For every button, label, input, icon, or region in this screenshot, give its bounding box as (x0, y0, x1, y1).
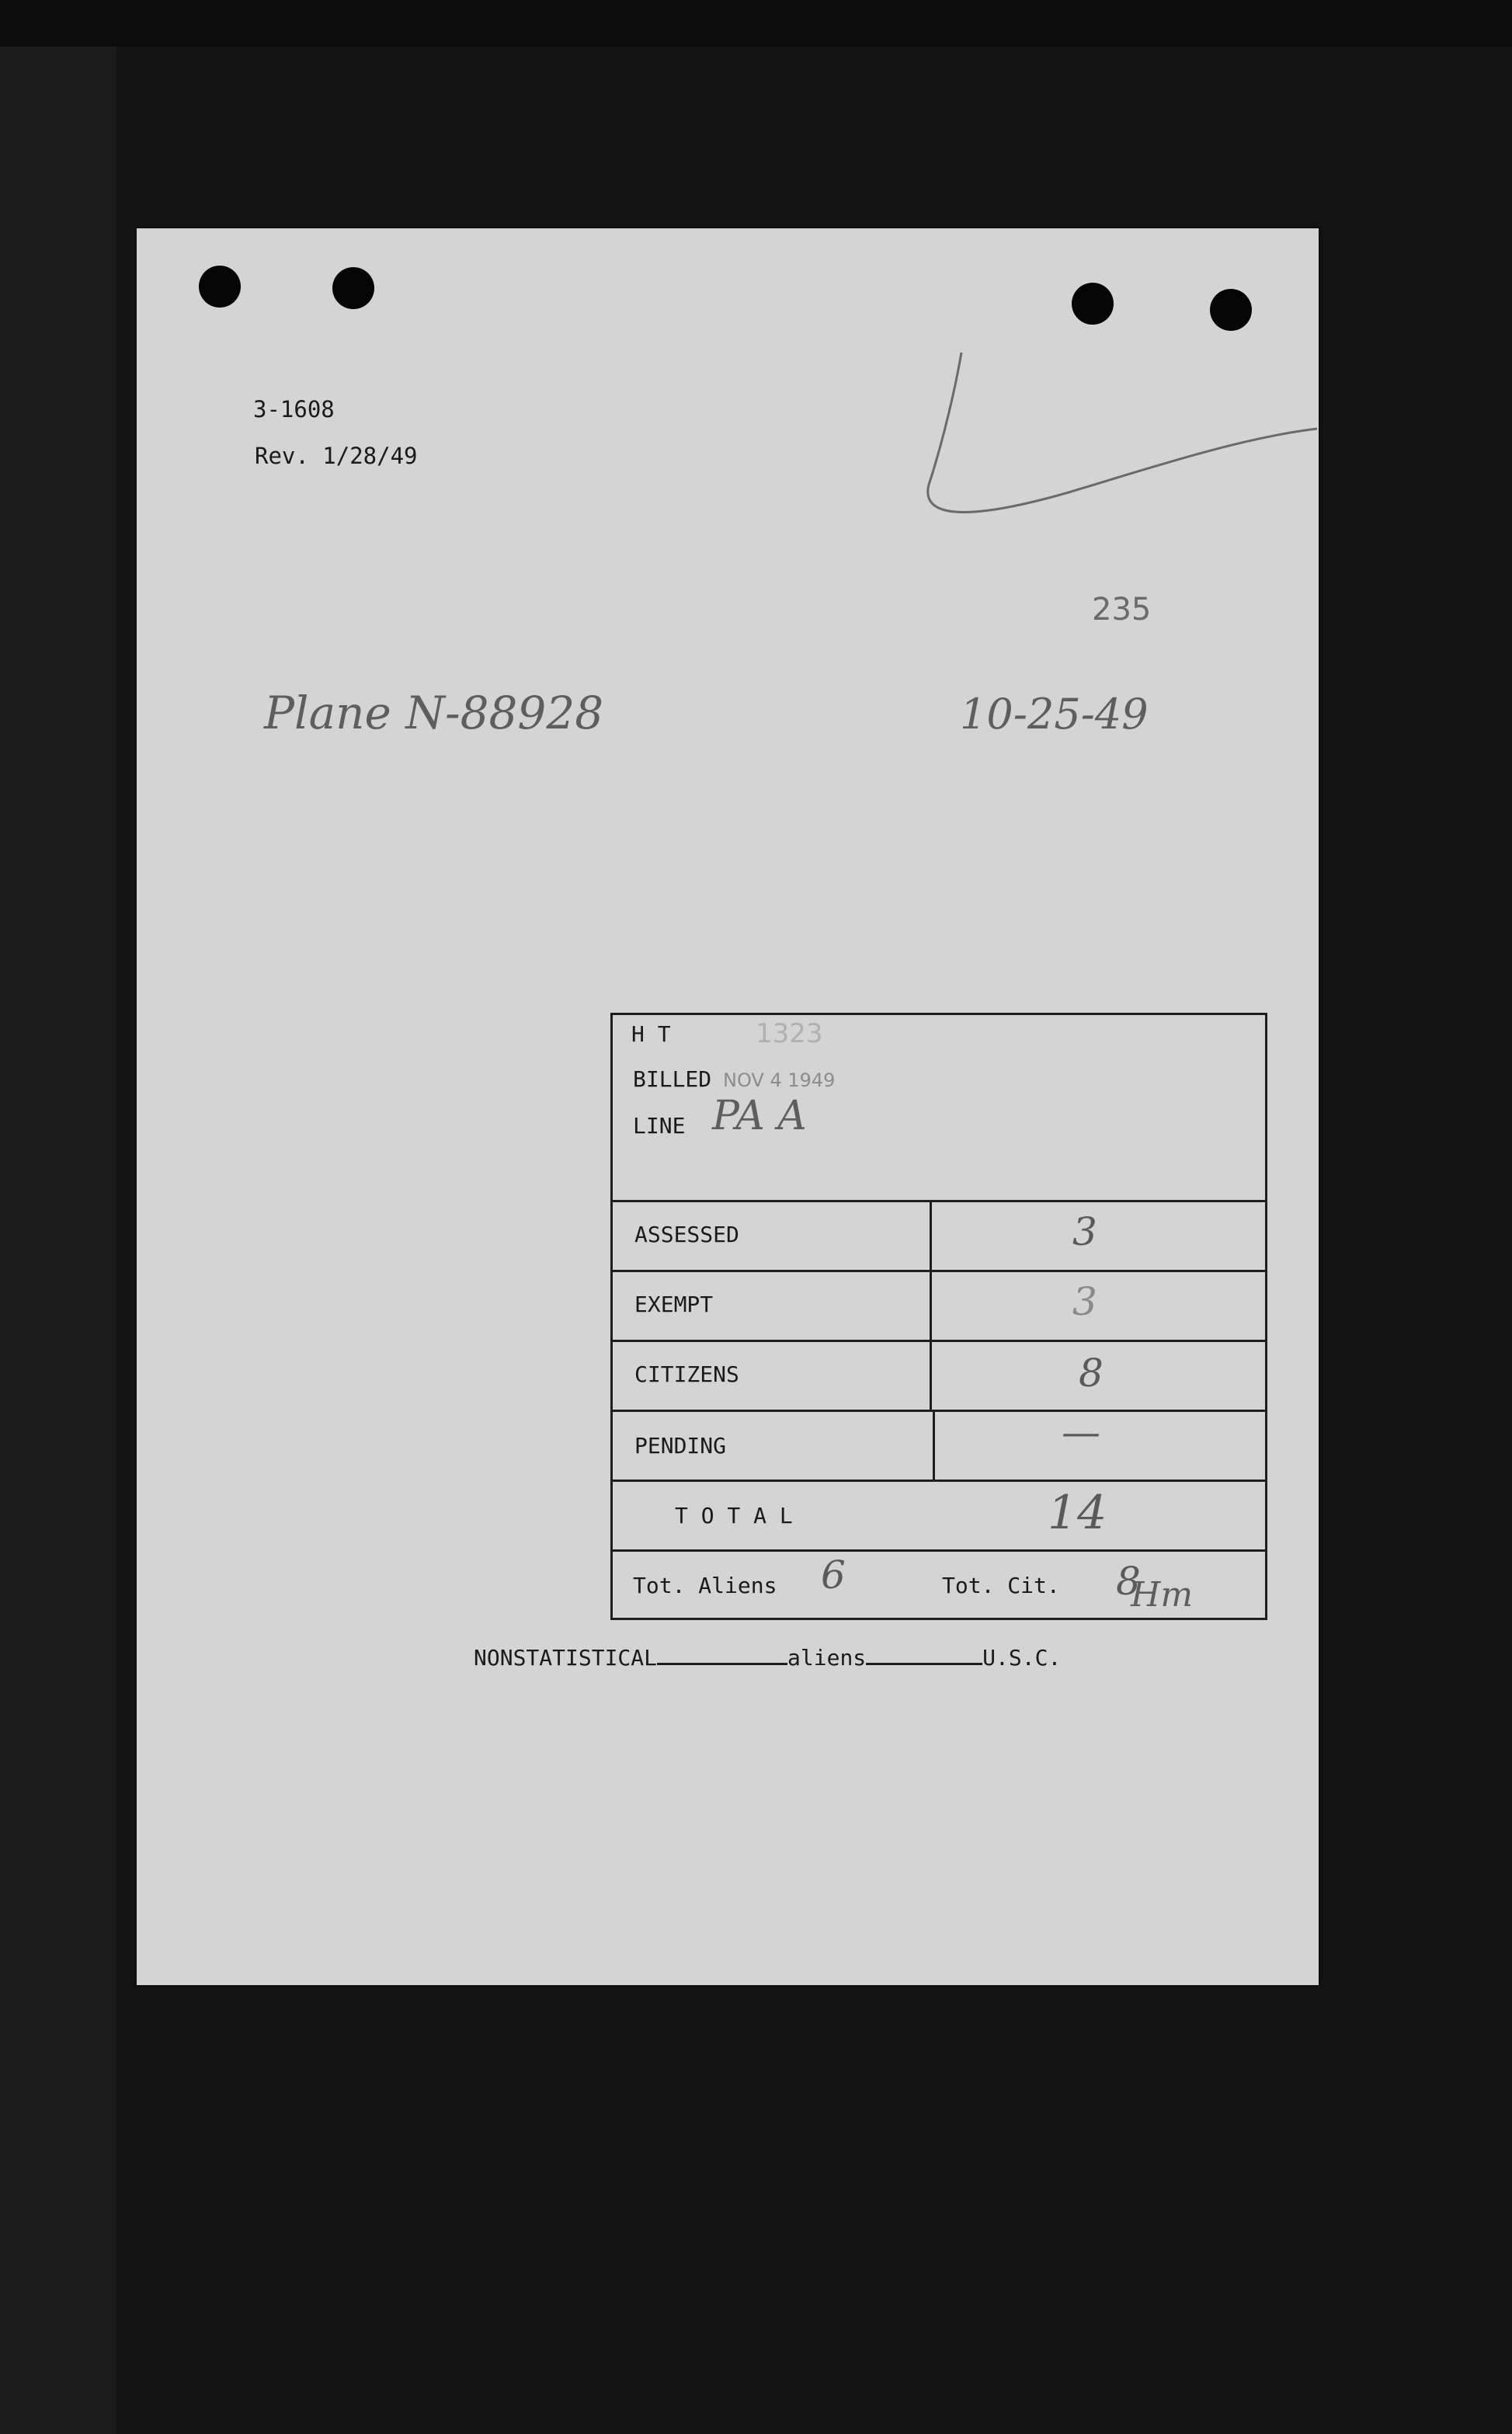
punch-hole (1210, 289, 1252, 331)
billed-label: BILLED (633, 1066, 712, 1092)
blank-field (866, 1660, 982, 1665)
form-number: 3-1608 (253, 396, 335, 422)
ht-label: H T (631, 1021, 671, 1047)
tot-aliens-value: 6 (821, 1553, 846, 1598)
tot-aliens-label: Tot. Aliens (633, 1573, 777, 1598)
column-divider (933, 1410, 935, 1480)
check-mark-stroke (913, 345, 1319, 531)
handwritten-plane: Plane N-88928 (264, 687, 604, 739)
punch-hole (199, 266, 241, 308)
rule (613, 1200, 1265, 1202)
handwritten-initials: Hm (1131, 1575, 1194, 1615)
handwritten-date: 10-25-49 (960, 690, 1149, 739)
ht-stamp: 1323 (756, 1018, 823, 1049)
aliens-label: aliens (787, 1645, 867, 1671)
scan-background-top (0, 0, 1512, 47)
billed-stamp: NOV 4 1949 (723, 1069, 836, 1091)
column-divider (930, 1200, 932, 1410)
assessed-value: 3 (1072, 1209, 1097, 1254)
assessed-label: ASSESSED (634, 1222, 739, 1247)
punch-hole (332, 267, 374, 309)
rule (613, 1480, 1265, 1482)
rule (613, 1270, 1265, 1272)
nonstatistical-line (474, 1645, 1061, 1671)
tot-cit-value: 8 (1116, 1559, 1141, 1604)
usc-label: U.S.C. (982, 1645, 1062, 1671)
citizens-label: CITIZENS (634, 1361, 739, 1387)
rule (613, 1410, 1265, 1412)
scan-background-left (0, 0, 116, 2434)
nonstatistical-label: NONSTATISTICAL (474, 1645, 658, 1671)
page-number: 235 (1092, 592, 1152, 628)
line-label: LINE (633, 1113, 686, 1139)
pending-label: PENDING (634, 1433, 727, 1459)
passenger-count-form (610, 1013, 1267, 1620)
tot-cit-label: Tot. Cit. (942, 1573, 1060, 1598)
form-revision: Rev. 1/28/49 (255, 443, 418, 469)
total-value: 14 (1048, 1486, 1107, 1540)
rule (613, 1549, 1265, 1552)
total-label: T O T A L (675, 1503, 793, 1528)
citizens-value: 8 (1079, 1351, 1104, 1396)
line-value: PA A (712, 1093, 807, 1139)
blank-field (657, 1660, 787, 1665)
exempt-label: EXEMPT (634, 1292, 714, 1317)
punch-hole (1072, 283, 1114, 325)
document-sheet (137, 228, 1319, 1985)
pending-value: — (1062, 1410, 1100, 1455)
rule (613, 1340, 1265, 1342)
exempt-value: 3 (1072, 1279, 1097, 1324)
